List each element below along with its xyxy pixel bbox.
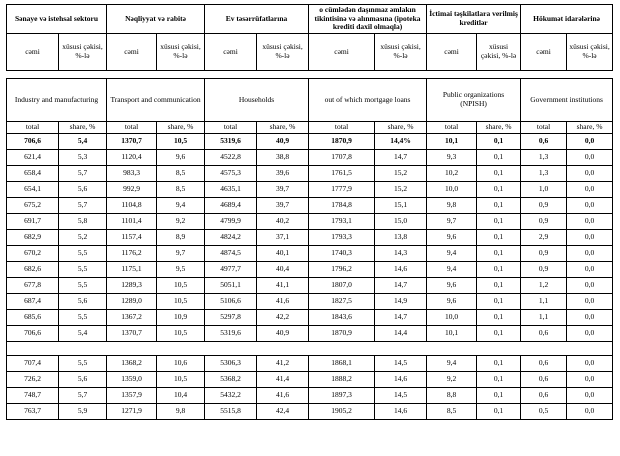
- table-cell: 1104,8: [107, 197, 157, 213]
- table-section-gap: [7, 341, 613, 355]
- table-cell: 5368,2: [205, 371, 257, 387]
- table-cell: 9,6: [427, 229, 477, 245]
- table-cell: 10,1: [427, 325, 477, 341]
- table-row: [7, 245, 613, 261]
- table-cell: 682,9: [7, 229, 59, 245]
- table-cell: 15,2: [375, 165, 427, 181]
- table-cell: 5432,2: [205, 387, 257, 403]
- table-cell: 1793,1: [309, 213, 375, 229]
- header-az-mortgage-total: cəmi: [309, 33, 375, 70]
- table-cell: 691,7: [7, 213, 59, 229]
- table-cell: 40,9: [257, 325, 309, 341]
- table-cell: 1289,0: [107, 293, 157, 309]
- table-cell: 5,6: [59, 181, 107, 197]
- table-cell: 5106,6: [205, 293, 257, 309]
- table-cell: 5515,8: [205, 403, 257, 419]
- table-cell: 9,4: [157, 197, 205, 213]
- table-cell: 658,4: [7, 165, 59, 181]
- table-cell: 1157,4: [107, 229, 157, 245]
- table-cell: 677,8: [7, 277, 59, 293]
- header-az-government-total: cəmi: [521, 33, 567, 70]
- header-az-public-org-share: xüsusi çəkisi, %-lə: [477, 33, 521, 70]
- table-cell: 1271,9: [107, 403, 157, 419]
- table-cell: 9,8: [427, 197, 477, 213]
- table-cell: 5,4: [59, 325, 107, 341]
- table-cell: 0,1: [477, 133, 521, 149]
- table-cell: 10,2: [427, 165, 477, 181]
- table-cell: 0,9: [521, 213, 567, 229]
- table-cell: 0,1: [477, 197, 521, 213]
- table-cell: 0,1: [477, 325, 521, 341]
- table-cell: 0,1: [477, 261, 521, 277]
- table-cell: 1888,2: [309, 371, 375, 387]
- table-cell: 0,1: [477, 165, 521, 181]
- table-cell: 0,6: [521, 133, 567, 149]
- table-cell: 1784,8: [309, 197, 375, 213]
- table-cell: 4799,9: [205, 213, 257, 229]
- table-cell: 0,0: [567, 261, 613, 277]
- table-cell: 1,3: [521, 165, 567, 181]
- table-cell: 0,0: [567, 149, 613, 165]
- header-en-industry-share: share, %: [59, 121, 107, 133]
- table-cell: 0,0: [567, 293, 613, 309]
- table-cell: 1905,2: [309, 403, 375, 419]
- table-cell: 10,5: [157, 277, 205, 293]
- table-cell: 0,1: [477, 403, 521, 419]
- table-row: [7, 403, 613, 419]
- table-cell: 5306,3: [205, 355, 257, 371]
- table-cell: 14,7: [375, 277, 427, 293]
- header-az-transport-share: xüsusi çəkisi, %-lə: [157, 33, 205, 70]
- table-cell: 40,9: [257, 133, 309, 149]
- table-cell: 14,5: [375, 355, 427, 371]
- table-cell: 5319,6: [205, 133, 257, 149]
- table-cell: 2,9: [521, 229, 567, 245]
- table-cell: 0,6: [521, 325, 567, 341]
- table-cell: 10,5: [157, 133, 205, 149]
- table-cell: 1740,3: [309, 245, 375, 261]
- header-az-public-org: İctimai təşkilatlara verilmiş kreditlər: [427, 5, 521, 34]
- table-cell: 0,0: [567, 165, 613, 181]
- header-az-households: Ev təsərrüfatlarına: [205, 5, 309, 34]
- header-en-households: Households: [205, 78, 309, 121]
- table-cell: 9,2: [427, 371, 477, 387]
- table-cell: 0,0: [567, 245, 613, 261]
- table-cell: 1368,2: [107, 355, 157, 371]
- table-cell: 14,9: [375, 293, 427, 309]
- header-az-mortgage: o cümlədən daşınmaz əmlakın tikintisinə və alınmasına (ipoteka krediti daxil olmaqla): [309, 5, 427, 34]
- header-az-government-share: xüsusi çəkisi, %-lə: [567, 33, 613, 70]
- table-cell: 0,0: [567, 181, 613, 197]
- table-cell: 13,8: [375, 229, 427, 245]
- table-cell: 0,0: [567, 213, 613, 229]
- header-en-mortgage-total: total: [309, 121, 375, 133]
- table-cell: 5,5: [59, 245, 107, 261]
- header-az-public-org-total: cəmi: [427, 33, 477, 70]
- table-cell: 1370,7: [107, 325, 157, 341]
- table-cell: 8,8: [427, 387, 477, 403]
- table-cell: 10,0: [427, 181, 477, 197]
- table-cell: 41,6: [257, 293, 309, 309]
- table-cell: 0,5: [521, 403, 567, 419]
- table-row: [7, 293, 613, 309]
- table-cell: 1367,2: [107, 309, 157, 325]
- table-cell: 0,1: [477, 355, 521, 371]
- table-cell: 5,7: [59, 387, 107, 403]
- header-en-industry: Industry and manufacturing: [7, 78, 107, 121]
- table-cell: 0,0: [567, 197, 613, 213]
- table-cell: 1843,6: [309, 309, 375, 325]
- table-cell: 9,4: [427, 261, 477, 277]
- table-cell: 1707,8: [309, 149, 375, 165]
- table-cell: 1,3: [521, 149, 567, 165]
- header-en-public-org: Public organizations (NPISH): [427, 78, 521, 121]
- table-cell: 9,6: [427, 293, 477, 309]
- table-row: [7, 355, 613, 371]
- table-cell: 4635,1: [205, 181, 257, 197]
- table-cell: 0,1: [477, 149, 521, 165]
- table-cell: 654,1: [7, 181, 59, 197]
- header-az-government: Hökumət idarələrinə: [521, 5, 613, 34]
- table-cell: 40,2: [257, 213, 309, 229]
- header-block-divider: [6, 71, 614, 78]
- table-cell: 685,6: [7, 309, 59, 325]
- table-cell: 5,5: [59, 309, 107, 325]
- table-cell: 39,7: [257, 197, 309, 213]
- table-cell: 0,1: [477, 293, 521, 309]
- table-cell: 1101,4: [107, 213, 157, 229]
- header-en-transport-total: total: [107, 121, 157, 133]
- table-row: [7, 181, 613, 197]
- table-cell: 1176,2: [107, 245, 157, 261]
- table-cell: 0,6: [521, 371, 567, 387]
- table-cell: 14,3: [375, 245, 427, 261]
- table-cell: 0,9: [521, 197, 567, 213]
- header-en-government-share: share, %: [567, 121, 613, 133]
- table-row: [7, 277, 613, 293]
- header-az-industry: Sənaye və istehsal sektoru: [7, 5, 107, 34]
- header-az-households-total: cəmi: [205, 33, 257, 70]
- table-cell: 1793,3: [309, 229, 375, 245]
- table-row: [7, 213, 613, 229]
- table-cell: 621,4: [7, 149, 59, 165]
- table-cell: 675,2: [7, 197, 59, 213]
- table-cell: 9,6: [157, 149, 205, 165]
- table-cell: 41,6: [257, 387, 309, 403]
- table-cell: 4575,3: [205, 165, 257, 181]
- table-cell: 0,1: [477, 277, 521, 293]
- table-cell: 1,0: [521, 181, 567, 197]
- header-en-industry-total: total: [7, 121, 59, 133]
- table-cell: 4874,5: [205, 245, 257, 261]
- table-cell: 5,4: [59, 133, 107, 149]
- table-cell: 0,0: [567, 325, 613, 341]
- table-cell: 1761,5: [309, 165, 375, 181]
- table-cell: 707,4: [7, 355, 59, 371]
- table-cell: 1359,0: [107, 371, 157, 387]
- header-en-public-org-share: share, %: [477, 121, 521, 133]
- table-cell: 0,0: [567, 387, 613, 403]
- table-cell: 10,5: [157, 325, 205, 341]
- table-body-secondary: [7, 355, 613, 419]
- table-cell: 706,6: [7, 325, 59, 341]
- header-table-az: [6, 4, 613, 71]
- table-cell: 14,4: [375, 325, 427, 341]
- table-cell: 5,5: [59, 261, 107, 277]
- table-cell: 1870,9: [309, 325, 375, 341]
- table-cell: 5,6: [59, 293, 107, 309]
- table-cell: 1,1: [521, 293, 567, 309]
- table-cell: 4522,8: [205, 149, 257, 165]
- table-cell: 4689,4: [205, 197, 257, 213]
- table-cell: 1370,7: [107, 133, 157, 149]
- table-cell: 14,6: [375, 403, 427, 419]
- table-cell: 4977,7: [205, 261, 257, 277]
- table-cell: 4824,2: [205, 229, 257, 245]
- table-cell: 14,6: [375, 261, 427, 277]
- table-cell: 8,5: [157, 181, 205, 197]
- table-cell: 5319,6: [205, 325, 257, 341]
- table-cell: 0,0: [567, 371, 613, 387]
- table-cell: 9,5: [157, 261, 205, 277]
- table-cell: 0,0: [567, 229, 613, 245]
- table-cell: 983,3: [107, 165, 157, 181]
- table-cell: 0,1: [477, 213, 521, 229]
- table-cell: 1796,2: [309, 261, 375, 277]
- table-cell: 763,7: [7, 403, 59, 419]
- header-en-households-total: total: [205, 121, 257, 133]
- table-cell: 1289,3: [107, 277, 157, 293]
- table-cell: 42,2: [257, 309, 309, 325]
- table-cell: 0,1: [477, 371, 521, 387]
- table-cell: 9,6: [427, 277, 477, 293]
- table-cell: 5,6: [59, 371, 107, 387]
- table-row: [7, 133, 613, 149]
- header-az-households-share: xüsusi çəkisi, %-lə: [257, 33, 309, 70]
- header-az-mortgage-share: xüsusi çəkisi, %-lə: [375, 33, 427, 70]
- header-en-government: Government institutions: [521, 78, 613, 121]
- table-cell: 14,7: [375, 149, 427, 165]
- table-cell: 5,5: [59, 277, 107, 293]
- table-cell: 9,7: [157, 245, 205, 261]
- table-cell: 0,0: [567, 133, 613, 149]
- table-cell: 0,1: [477, 229, 521, 245]
- table-cell: 10,5: [157, 293, 205, 309]
- table-cell: 0,0: [567, 355, 613, 371]
- table-cell: 14,4%: [375, 133, 427, 149]
- table-cell: 37,1: [257, 229, 309, 245]
- table-cell: 0,9: [521, 245, 567, 261]
- header-en-mortgage-share: share, %: [375, 121, 427, 133]
- table-cell: 5,2: [59, 229, 107, 245]
- table-cell: 0,6: [521, 355, 567, 371]
- table-cell: 726,2: [7, 371, 59, 387]
- table-cell: 15,1: [375, 197, 427, 213]
- header-row-en-sub: [7, 121, 613, 133]
- table-cell: 0,0: [567, 309, 613, 325]
- table-row: [7, 197, 613, 213]
- table-cell: 687,4: [7, 293, 59, 309]
- table-cell: 9,7: [427, 213, 477, 229]
- table-cell: 1,1: [521, 309, 567, 325]
- table-cell: 5,7: [59, 165, 107, 181]
- header-az-industry-total: cəmi: [7, 33, 59, 70]
- table-row: [7, 149, 613, 165]
- header-row-en-main: [7, 78, 613, 121]
- table-cell: 670,2: [7, 245, 59, 261]
- table-cell: 9,4: [427, 245, 477, 261]
- table-cell: 1868,1: [309, 355, 375, 371]
- header-en-public-org-total: total: [427, 121, 477, 133]
- table-cell: 0,0: [567, 403, 613, 419]
- table-cell: 14,6: [375, 371, 427, 387]
- header-az-industry-share: xüsusi çəkisi, %-lə: [59, 33, 107, 70]
- table-cell: 5,7: [59, 197, 107, 213]
- table-cell: 0,1: [477, 181, 521, 197]
- table-cell: 5,8: [59, 213, 107, 229]
- table-row: [7, 371, 613, 387]
- table-cell: 9,8: [157, 403, 205, 419]
- table-cell: 1777,9: [309, 181, 375, 197]
- header-en-mortgage: out of which mortgage loans: [309, 78, 427, 121]
- table-cell: 10,0: [427, 309, 477, 325]
- table-cell: 0,1: [477, 387, 521, 403]
- table-cell: 1357,9: [107, 387, 157, 403]
- table-cell: 8,9: [157, 229, 205, 245]
- table-row: [7, 229, 613, 245]
- table-cell: 38,8: [257, 149, 309, 165]
- table-cell: 5,3: [59, 149, 107, 165]
- table-cell: 10,6: [157, 355, 205, 371]
- table-cell: 15,0: [375, 213, 427, 229]
- table-cell: 0,9: [521, 261, 567, 277]
- table-cell: 0,0: [567, 277, 613, 293]
- table-cell: 1,2: [521, 277, 567, 293]
- table-cell: 1827,5: [309, 293, 375, 309]
- table-cell: 14,7: [375, 309, 427, 325]
- table-cell: 8,5: [427, 403, 477, 419]
- header-row-az-main: [7, 5, 613, 34]
- table-cell: 10,9: [157, 309, 205, 325]
- header-en-transport-share: share, %: [157, 121, 205, 133]
- header-row-az-sub: [7, 33, 613, 70]
- table-cell: 9,2: [157, 213, 205, 229]
- header-en-government-total: total: [521, 121, 567, 133]
- table-cell: 1870,9: [309, 133, 375, 149]
- table-cell: 14,5: [375, 387, 427, 403]
- table-cell: 10,1: [427, 133, 477, 149]
- table-cell: 1807,0: [309, 277, 375, 293]
- table-cell: 39,6: [257, 165, 309, 181]
- table-cell: 1897,3: [309, 387, 375, 403]
- table-cell: 5297,8: [205, 309, 257, 325]
- table-cell: 992,9: [107, 181, 157, 197]
- table-cell: 8,5: [157, 165, 205, 181]
- header-en-transport: Transport and communication: [107, 78, 205, 121]
- table-cell: 5,9: [59, 403, 107, 419]
- table-cell: 748,7: [7, 387, 59, 403]
- table-cell: 41,1: [257, 277, 309, 293]
- header-az-transport-total: cəmi: [107, 33, 157, 70]
- table-cell: 39,7: [257, 181, 309, 197]
- table-cell: 5,5: [59, 355, 107, 371]
- table-cell: 1175,1: [107, 261, 157, 277]
- table-cell: 706,6: [7, 133, 59, 149]
- table-cell: 0,1: [477, 309, 521, 325]
- table-cell: 682,6: [7, 261, 59, 277]
- table-cell: 41,2: [257, 355, 309, 371]
- table-cell: 5051,1: [205, 277, 257, 293]
- table-cell: 9,3: [427, 149, 477, 165]
- table-cell: 40,4: [257, 261, 309, 277]
- table-row: [7, 309, 613, 325]
- table-cell: 15,2: [375, 181, 427, 197]
- table-cell: 10,5: [157, 371, 205, 387]
- data-table: [6, 78, 613, 420]
- table-row: [7, 261, 613, 277]
- table-cell: 1120,4: [107, 149, 157, 165]
- table-cell: 0,6: [521, 387, 567, 403]
- table-cell: 42,4: [257, 403, 309, 419]
- table-body-primary: [7, 133, 613, 341]
- table-cell: 10,4: [157, 387, 205, 403]
- table-row: [7, 325, 613, 341]
- table-cell: 9,4: [427, 355, 477, 371]
- table-cell: 40,1: [257, 245, 309, 261]
- table-row: [7, 165, 613, 181]
- header-en-households-share: share, %: [257, 121, 309, 133]
- header-az-transport: Nəqliyyat və rabitə: [107, 5, 205, 34]
- table-cell: 0,1: [477, 245, 521, 261]
- table-row: [7, 387, 613, 403]
- table-cell: 41,4: [257, 371, 309, 387]
